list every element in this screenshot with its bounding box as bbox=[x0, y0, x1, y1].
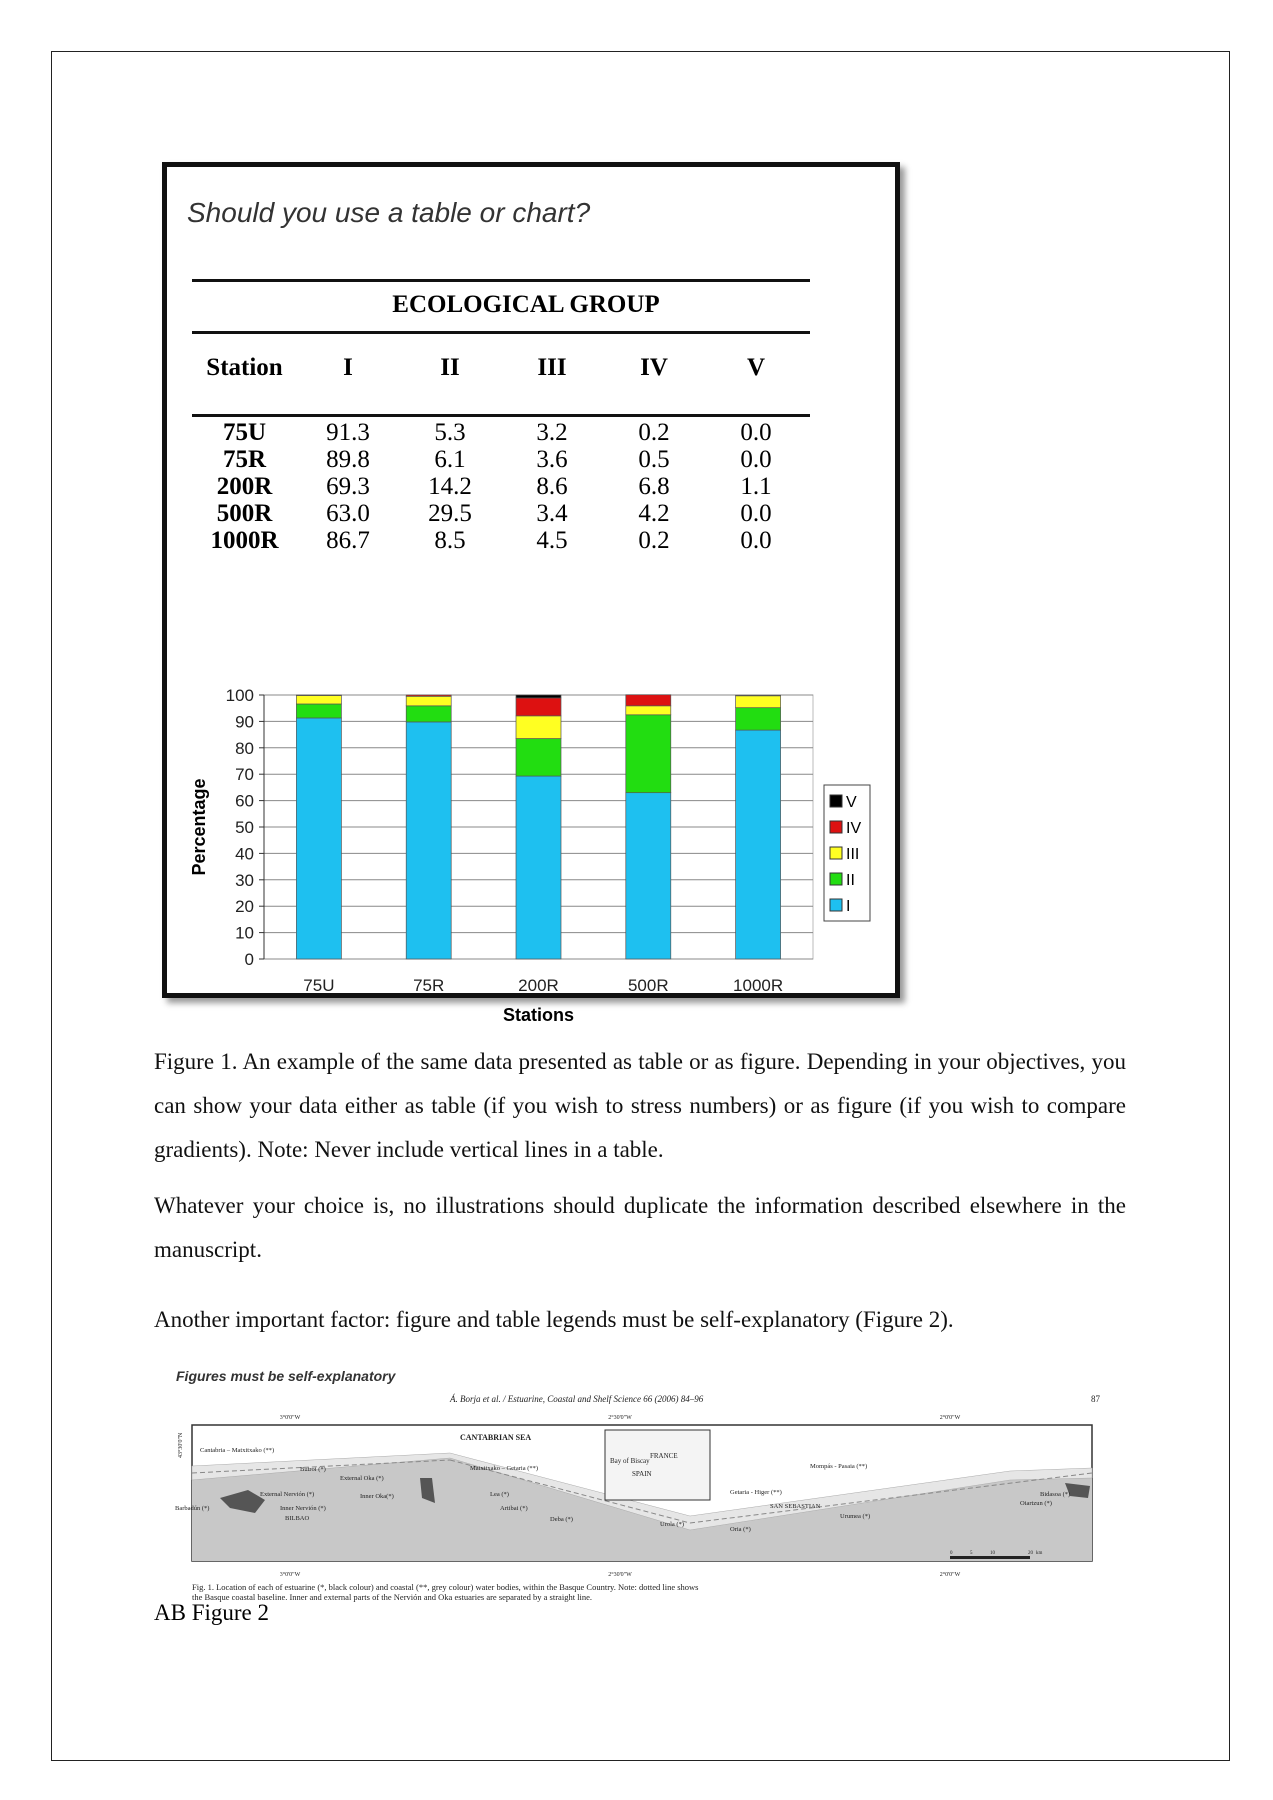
table-header-row bbox=[192, 354, 810, 382]
column-header: IV bbox=[640, 354, 668, 381]
place-label: Deba (*) bbox=[550, 1516, 573, 1523]
figure-1-caption: Figure 1. An example of the same data presented as table or as figure. Depending in your objectives, you can show your data either as table (if you wish to stress numbers) or as figure (if you wish to compare gradients). Note: Never include vertical lines in a table. bbox=[154, 1049, 1126, 1162]
legend-swatch-IV bbox=[830, 821, 842, 833]
figure-1-title: Should you use a table or chart? bbox=[187, 197, 591, 228]
table-row bbox=[192, 527, 810, 555]
legend-swatch-I bbox=[830, 899, 842, 911]
table-cell: 6.8 bbox=[638, 473, 670, 500]
place-label: Mompás - Pasaia (**) bbox=[810, 1463, 868, 1470]
y-tick-label: 40 bbox=[235, 844, 254, 864]
table-cell: 69.3 bbox=[326, 473, 370, 500]
lon-label: 2°0'0"W bbox=[939, 1415, 961, 1421]
y-tick-label: 30 bbox=[235, 870, 254, 890]
place-label: Urola (*) bbox=[660, 1521, 685, 1528]
bar-segment-75R-IV bbox=[406, 695, 451, 696]
place-label: Oria (*) bbox=[730, 1526, 751, 1533]
bar-segment-75U-III bbox=[296, 696, 341, 704]
column-header: Station bbox=[206, 354, 283, 381]
place-label: Inner Nervión (*) bbox=[280, 1505, 326, 1512]
table-cell: 0.0 bbox=[740, 527, 772, 554]
sea-label: CANTABRIAN SEA bbox=[460, 1433, 532, 1442]
bar-segment-75R-I bbox=[406, 722, 451, 959]
place-label: Butroi (*) bbox=[300, 1466, 326, 1473]
legend-label: IV bbox=[846, 820, 862, 837]
place-label: Cantabria – Matxitxako (**) bbox=[200, 1447, 275, 1454]
figure-2-title: Figures must be self-explanatory bbox=[176, 1368, 396, 1384]
x-tick-label: 75U bbox=[303, 976, 335, 995]
table-cell: 63.0 bbox=[326, 500, 370, 527]
inset-label: Bay of Biscay bbox=[610, 1457, 650, 1465]
table-row bbox=[192, 500, 810, 528]
bar-segment-1000R-I bbox=[736, 730, 781, 959]
y-tick-label: 50 bbox=[235, 818, 254, 837]
place-label: BILBAO bbox=[285, 1515, 310, 1522]
y-tick-label: 60 bbox=[235, 791, 254, 811]
bar-segment-200R-II bbox=[516, 739, 561, 776]
bar-segment-200R-I bbox=[516, 776, 561, 959]
scale-bar bbox=[950, 1556, 1030, 1559]
basque-coast-map bbox=[170, 1368, 1110, 1608]
page-number: 87 bbox=[1091, 1394, 1100, 1404]
group-header: ECOLOGICAL GROUP bbox=[392, 291, 660, 318]
scale-label: 0 bbox=[950, 1551, 953, 1556]
place-label: Bidasoa (*) bbox=[1040, 1491, 1071, 1498]
table-cell: 86.7 bbox=[326, 527, 370, 554]
table-rule bbox=[192, 331, 810, 334]
table-cell: 0.5 bbox=[638, 446, 670, 473]
legend-swatch-III bbox=[830, 847, 842, 859]
inset-label: FRANCE bbox=[650, 1452, 678, 1460]
x-tick-label: 1000R bbox=[733, 976, 784, 995]
figure-2-caption-line: Fig. 1. Location of each of estuarine (*, black colour) and coastal (**, grey colour) water bodies, within the Basque Country. Note: dotted line shows bbox=[192, 1582, 699, 1592]
figure-2-caption-line: the Basque coastal baseline. Inner and external parts of the Nervión and Oka estuaries are separated by a straight line. bbox=[192, 1592, 593, 1602]
place-label: Artibai (*) bbox=[500, 1505, 528, 1512]
bar-segment-75R-III bbox=[406, 696, 451, 706]
bar-segment-500R-III bbox=[626, 706, 671, 715]
station-cell: 200R bbox=[216, 473, 273, 500]
legend-swatch-V bbox=[830, 795, 842, 807]
bar-segment-200R-III bbox=[516, 716, 561, 739]
y-axis-label: Percentage bbox=[189, 778, 209, 876]
column-header: V bbox=[746, 354, 766, 381]
station-cell: 500R bbox=[216, 500, 273, 527]
scale-label: km bbox=[1036, 1551, 1043, 1556]
y-tick-label: 70 bbox=[235, 765, 254, 785]
bar-segment-75U-I bbox=[296, 718, 341, 959]
y-tick-label: 0 bbox=[244, 950, 254, 969]
place-label: Barbadún (*) bbox=[175, 1505, 210, 1512]
figure-1 bbox=[162, 162, 900, 1025]
table-cell: 89.8 bbox=[326, 446, 370, 473]
bar-segment-500R-IV bbox=[626, 695, 671, 706]
table-cell: 4.2 bbox=[638, 500, 670, 527]
table-cell: 0.2 bbox=[638, 419, 670, 446]
table-cell: 6.1 bbox=[434, 446, 466, 473]
place-label: Getaria - Higer (**) bbox=[730, 1489, 782, 1496]
table-cell: 0.0 bbox=[740, 419, 772, 446]
legend-label: V bbox=[846, 794, 857, 811]
scale-label: 20 bbox=[1028, 1551, 1033, 1556]
legend-label: II bbox=[846, 872, 855, 889]
bar-segment-200R-IV bbox=[516, 698, 561, 716]
legend-label: I bbox=[846, 898, 851, 915]
column-header: III bbox=[537, 354, 567, 381]
bar-segment-1000R-II bbox=[736, 708, 781, 730]
y-tick-label: 100 bbox=[225, 686, 254, 705]
bar-segment-500R-II bbox=[626, 715, 671, 793]
inset-label: SPAIN bbox=[632, 1470, 652, 1478]
table-row bbox=[192, 446, 810, 474]
scale-label: 5 bbox=[970, 1551, 973, 1556]
lon-label: 3°0'0"W bbox=[279, 1572, 301, 1578]
x-axis-label: Stations bbox=[502, 1005, 575, 1025]
y-tick-label: 90 bbox=[235, 712, 254, 732]
lon-label: 2°30'0"W bbox=[608, 1415, 632, 1421]
stacked-bar-chart bbox=[167, 607, 895, 1025]
place-label: SAN SEBASTIAN bbox=[770, 1503, 821, 1510]
bar-segment-75R-II bbox=[406, 706, 451, 722]
y-tick-label: 80 bbox=[235, 738, 254, 758]
y-tick-label: 20 bbox=[235, 897, 254, 917]
legend-label: III bbox=[846, 846, 860, 863]
place-label: Oiartzun (*) bbox=[1020, 1500, 1052, 1507]
table-cell: 29.5 bbox=[428, 500, 472, 527]
place-label: Inner Oka(*) bbox=[360, 1493, 394, 1500]
bar-segment-200R-V bbox=[516, 695, 561, 698]
table-cell: 5.3 bbox=[434, 419, 466, 446]
place-label: Urumea (*) bbox=[840, 1513, 871, 1520]
place-label: External Nervión (*) bbox=[260, 1491, 315, 1498]
lon-label: 2°0'0"W bbox=[939, 1572, 961, 1578]
station-cell: 1000R bbox=[210, 527, 279, 554]
table-cell: 3.2 bbox=[536, 419, 568, 446]
y-tick-label: 10 bbox=[235, 923, 254, 943]
place-label: Lea (*) bbox=[490, 1491, 509, 1498]
europe-inset bbox=[605, 1430, 710, 1500]
bar-segment-1000R-III bbox=[736, 696, 781, 708]
table-cell: 1.1 bbox=[740, 473, 772, 500]
table-rule bbox=[192, 279, 810, 282]
place-label: Matxitxako – Getaria (**) bbox=[470, 1465, 539, 1472]
bar-segment-500R-I bbox=[626, 793, 671, 959]
lon-label: 3°0'0"W bbox=[279, 1415, 301, 1421]
table-cell: 0.2 bbox=[638, 527, 670, 554]
table-cell: 91.3 bbox=[326, 419, 370, 446]
table-cell: 0.0 bbox=[740, 500, 772, 527]
table-cell: 8.5 bbox=[434, 527, 466, 554]
scale-label: 10 bbox=[990, 1551, 995, 1556]
bar-segment-75U-II bbox=[296, 704, 341, 718]
table-cell: 4.5 bbox=[536, 527, 568, 554]
lat-label: 43°30'0"N bbox=[178, 1432, 184, 1458]
table-cell: 3.4 bbox=[536, 500, 568, 527]
place-label: External Oka (*) bbox=[340, 1475, 384, 1482]
bar-segment-75U-IV bbox=[296, 695, 341, 696]
lon-label: 2°30'0"W bbox=[608, 1572, 632, 1578]
x-tick-label: 500R bbox=[627, 976, 669, 995]
paragraph: Whatever your choice is, no illustrations should duplicate the information described elsewhere in the manuscript. bbox=[154, 1193, 1126, 1262]
figure-2-label: AB Figure 2 bbox=[154, 1600, 269, 1625]
table-cell: 0.0 bbox=[740, 446, 772, 473]
table-row bbox=[192, 473, 810, 501]
bar-segment-1000R-IV bbox=[736, 695, 781, 696]
column-header: I bbox=[343, 354, 353, 381]
legend-swatch-II bbox=[830, 873, 842, 885]
station-cell: 75U bbox=[222, 419, 267, 446]
x-tick-label: 200R bbox=[518, 976, 559, 995]
journal-header: Á. Borja et al. / Estuarine, Coastal and Shelf Science 66 (2006) 84–96 bbox=[450, 1394, 704, 1404]
table-cell: 3.6 bbox=[536, 446, 568, 473]
figure-2 bbox=[170, 1368, 1110, 1608]
x-tick-label: 75R bbox=[413, 976, 445, 995]
table-cell: 8.6 bbox=[536, 473, 568, 500]
table-row bbox=[192, 419, 810, 447]
station-cell: 75R bbox=[222, 446, 267, 473]
table-cell: 14.2 bbox=[428, 473, 472, 500]
table-rule bbox=[192, 414, 810, 417]
paragraph: Another important factor: figure and table legends must be self-explanatory (Figure 2). bbox=[154, 1307, 954, 1332]
column-header: II bbox=[440, 354, 460, 381]
